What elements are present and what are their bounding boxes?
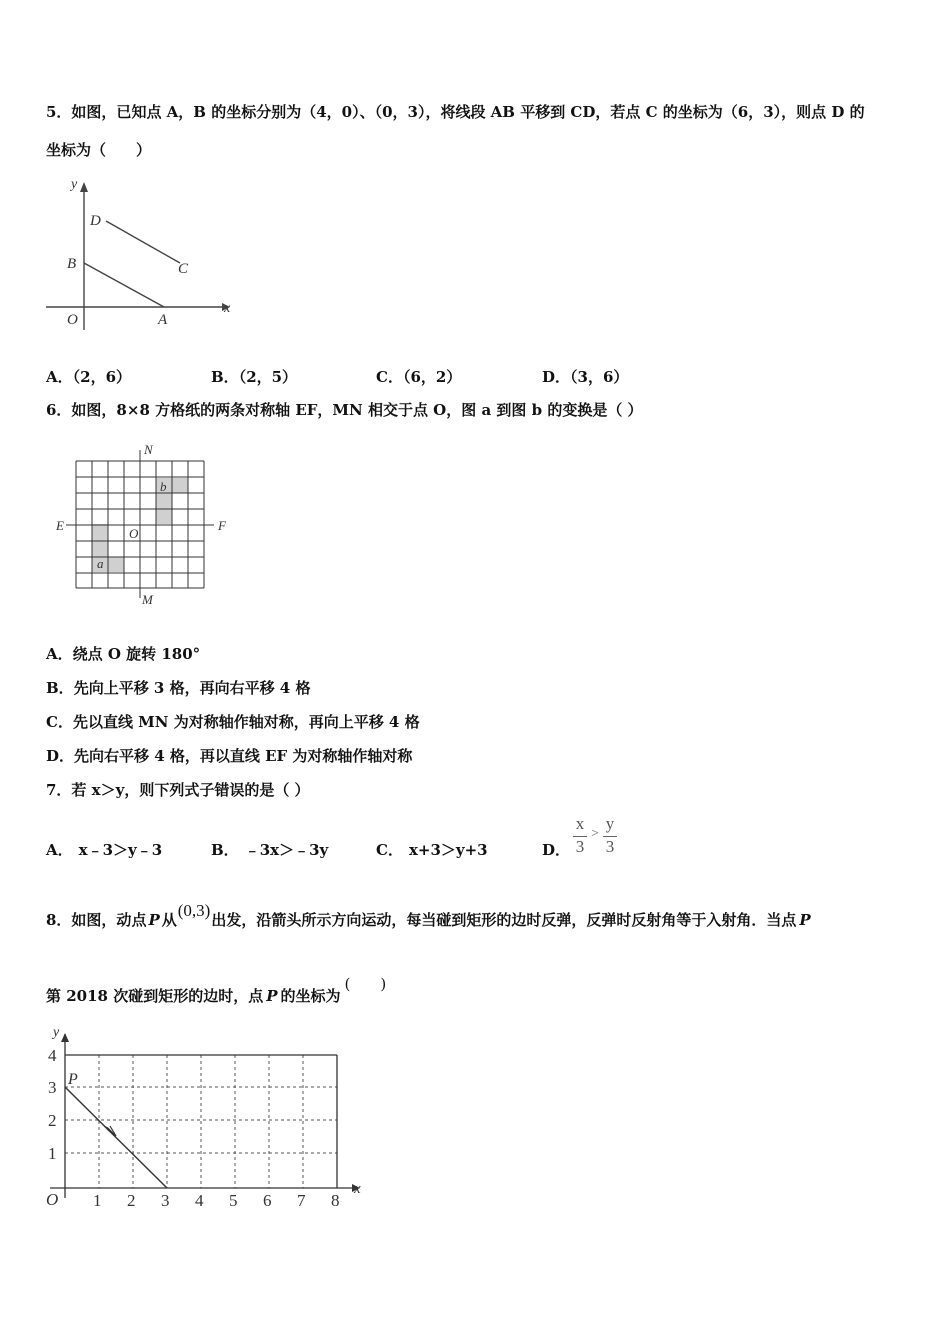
label-y: y: [71, 177, 78, 192]
label-y: y: [53, 1025, 60, 1040]
q5-stem-line2: 坐标为（ ）: [46, 141, 152, 159]
y-axis-arrow: [61, 1033, 69, 1042]
q7-option-c[interactable]: [376, 839, 488, 860]
label-x: x: [224, 301, 231, 316]
frac-right-num: y: [605, 814, 615, 833]
q7-option-a[interactable]: [46, 839, 162, 860]
q5-option-c[interactable]: [376, 366, 461, 387]
q7-option-b[interactable]: [211, 839, 328, 860]
option-letter: A．: [46, 645, 73, 663]
label-o: O: [46, 1190, 59, 1209]
point-p: P: [266, 987, 278, 1005]
segment-cd: [106, 221, 180, 263]
option-text: 绕点 O 旋转 180°: [72, 645, 201, 663]
option-letter: C．: [46, 713, 73, 731]
frac-left-den: 3: [575, 837, 585, 856]
q5-option-a[interactable]: [46, 366, 131, 387]
q8-text-c: 出发，沿箭头所示方向运动，每当碰到矩形的边时反弹，反弹时反射角等于入射角．当点: [211, 911, 797, 929]
y-tick-2: 2: [48, 1111, 57, 1130]
q6-option-c[interactable]: [46, 711, 420, 732]
y-tick-3: 3: [48, 1078, 57, 1097]
option-letter: C．: [376, 368, 403, 386]
option-letter: B．: [46, 679, 74, 697]
q5-option-b[interactable]: [211, 366, 297, 387]
q6-figure: [52, 440, 242, 610]
option-text: 先以直线 MN 为对称轴作轴对称，再向上平移 4 格: [72, 713, 420, 731]
label-x: x: [354, 1181, 361, 1197]
x-tick-8: 8: [331, 1191, 340, 1210]
option-text: x﹣3＞y﹣3: [78, 841, 163, 859]
option-text: （2，6）: [72, 368, 132, 386]
start-point: (0,3): [177, 901, 211, 920]
q8-text-b: 从: [161, 911, 177, 929]
x-tick-5: 5: [229, 1191, 238, 1210]
option-letter: D．: [542, 841, 571, 859]
option-text: （2，5）: [238, 368, 298, 386]
x-tick-4: 4: [195, 1191, 204, 1210]
label-o: O: [67, 312, 78, 328]
label-a: A: [158, 312, 168, 328]
q7-option-d-fraction: [572, 814, 622, 860]
q8-text-line2b: 的坐标为: [280, 987, 341, 1005]
q5-option-d[interactable]: [542, 366, 628, 387]
point-p: P: [148, 911, 160, 929]
frac-operator: >: [591, 825, 599, 840]
y-tick-1: 1: [48, 1144, 57, 1163]
option-text: 先向右平移 4 格，再以直线 EF 为对称轴作轴对称: [74, 747, 413, 765]
x-tick-2: 2: [127, 1191, 136, 1210]
option-text: （3，6）: [570, 368, 629, 386]
label-d: D: [90, 213, 101, 229]
option-letter: B．: [211, 841, 239, 859]
q8-text-line2a: 第 2018 次碰到矩形的边时，点: [46, 987, 264, 1005]
label-b: B: [67, 256, 77, 272]
label-c: C: [178, 261, 189, 277]
q6-option-a[interactable]: [46, 643, 200, 664]
option-letter: B．: [211, 368, 239, 386]
q8-figure: [40, 1022, 370, 1212]
q7-stem: 7．若 x＞y，则下列式子错误的是（ ）: [46, 781, 310, 799]
label-b: b: [160, 479, 167, 494]
segment-ab: [84, 263, 164, 307]
label-p: P: [68, 1071, 78, 1088]
option-text: 先向上平移 3 格，再向右平移 4 格: [73, 679, 311, 697]
grid-dashed: [65, 1055, 337, 1188]
option-text: （6，2）: [402, 368, 462, 386]
q8-text-a: 8．如图，动点: [46, 911, 147, 929]
answer-paren: ( ): [344, 975, 387, 993]
option-letter: C．: [376, 841, 403, 859]
label-e: E: [56, 518, 64, 533]
x-tick-6: 6: [263, 1191, 272, 1210]
label-m: M: [142, 592, 153, 607]
q8-stem-line2: [46, 975, 387, 1006]
option-letter: A．: [46, 841, 73, 859]
option-text: ﹣3x＞﹣3y: [244, 841, 329, 859]
path-p: [65, 1087, 167, 1188]
option-text: x+3＞y+3: [408, 841, 488, 859]
x-tick-1: 1: [93, 1191, 102, 1210]
frac-left-num: x: [575, 814, 585, 833]
q8-stem-line1: [46, 901, 811, 930]
option-letter: A．: [46, 368, 73, 386]
label-n: N: [144, 442, 153, 457]
frac-right-den: 3: [605, 837, 615, 856]
q6-option-d[interactable]: [46, 745, 412, 766]
label-f: F: [218, 518, 226, 533]
option-letter: D．: [542, 368, 571, 386]
option-letter: D．: [46, 747, 75, 765]
q7-option-d[interactable]: [542, 839, 570, 860]
label-a: a: [97, 556, 104, 571]
y-axis-arrow: [80, 182, 88, 192]
q5-figure: [40, 170, 240, 340]
label-o: O: [129, 526, 139, 541]
x-tick-3: 3: [161, 1191, 170, 1210]
point-p: P: [799, 911, 811, 929]
y-tick-4: 4: [48, 1046, 57, 1065]
x-tick-7: 7: [297, 1191, 306, 1210]
q5-stem-line1: 5．如图，已知点 A，B 的坐标分别为（4，0）、（0，3），将线段 AB 平移到 CD，若点 C 的坐标为（6，3），则点 D 的: [46, 103, 865, 121]
q6-option-b[interactable]: [46, 677, 310, 698]
q6-stem: 6．如图，8×8 方格纸的两条对称轴 EF，MN 相交于点 O，图 a 到图 b 的变换是（ ）: [46, 401, 643, 419]
